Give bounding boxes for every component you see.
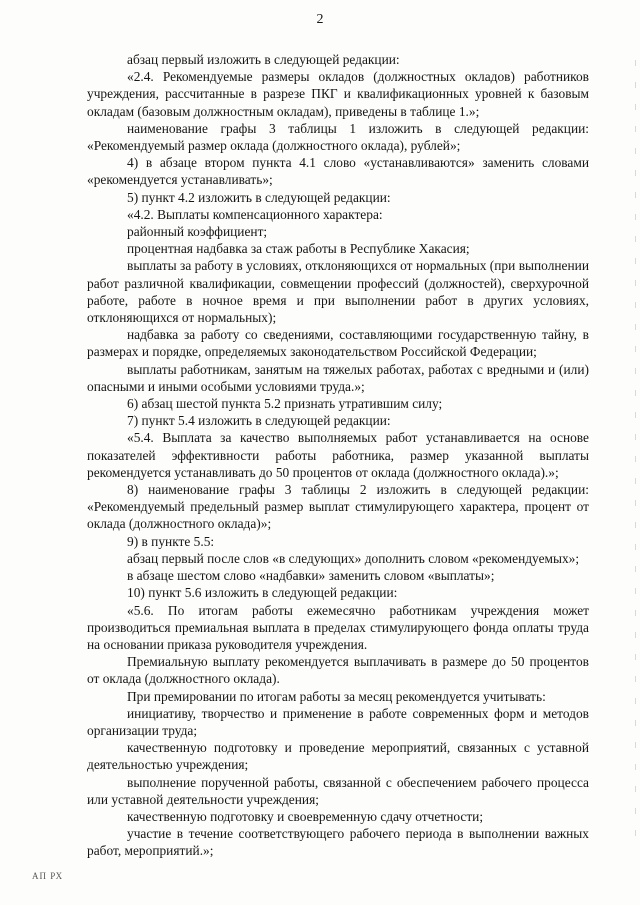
paragraph: 8) наименование графы 3 таблицы 2 изложить в следующей редакции: «Рекомендуемый предельный размер выплат стимулирующего характера, процент от оклада (должностного оклада)»;: [87, 482, 589, 532]
paragraph: 5) пункт 4.2 изложить в следующей редакции:: [127, 189, 391, 205]
paragraph: При премировании по итогам работы за месяц рекомендуется учитывать:: [127, 688, 546, 704]
paragraph: 6) абзац шестой пункта 5.2 признать утратившим силу;: [127, 396, 443, 412]
paragraph: 7) пункт 5.4 изложить в следующей редакции:: [127, 413, 391, 429]
paragraph: наименование графы 3 таблицы 1 изложить в следующей редакции: «Рекомендуемый размер оклада (должностного оклада), рублей»;: [87, 120, 589, 154]
scan-edge-artifact: [635, 60, 636, 840]
paragraph: 4) в абзаце втором пункта 4.1 слово «устанавливаются» заменить словами «рекомендуется устанавливать»;: [87, 155, 589, 188]
footer-mark: АП РХ: [32, 871, 64, 881]
paragraph: инициативу, творчество и применение в работе современных форм и методов организации труда;: [87, 705, 589, 738]
paragraph: 10) пункт 5.6 изложить в следующей редакции:: [127, 585, 398, 601]
paragraph: участие в течение соответствующего рабочего периода в выполнении важных работ, мероприятий.»;: [87, 826, 589, 859]
paragraph: «5.6. По итогам работы ежемесячно работникам учреждения может производиться премиальная выплата в пределах стимулирующего фонда оплаты труда на основании приказа руководителя учреждения.: [87, 602, 589, 652]
paragraph: абзац первый изложить в следующей редакции:: [127, 52, 400, 67]
paragraph: «4.2. Выплаты компенсационного характера:: [127, 206, 383, 222]
paragraph: выплаты работникам, занятым на тяжелых работах, работах с вредными и (или) опасными и иными особыми условиями труда.»;: [87, 361, 589, 394]
paragraph: качественную подготовку и своевременную сдачу отчетности;: [127, 808, 484, 824]
paragraph: районный коэффициент;: [127, 224, 268, 240]
document-body: [87, 51, 589, 860]
paragraph: качественную подготовку и проведение мероприятий, связанных с уставной деятельностью учреждения;: [87, 740, 589, 773]
paragraph: надбавка за работу со сведениями, составляющими государственную тайну, в размерах и порядке, определяемых законодательством Российской Федерации;: [87, 327, 589, 360]
paragraph: «5.4. Выплата за качество выполняемых работ устанавливается на основе показателей эффективности работы работника, размер указанной выплаты рекомендуется устанавливать до 50 процентов от оклада (должностного оклада).»;: [87, 430, 589, 480]
paragraph: абзац первый после слов «в следующих» дополнить словом «рекомендуемых»;: [127, 550, 580, 566]
paragraph: процентная надбавка за стаж работы в Республике Хакасия;: [127, 241, 470, 257]
paragraph: 9) в пункте 5.5:: [127, 533, 215, 549]
paragraph: выплаты за работу в условиях, отклоняющихся от нормальных (при выполнении работ различной квалификации, совмещении профессий (должностей), сверхурочной работе, работе в ночное время и при выполнении работ в других условиях, отклоняющихся от нормальных);: [87, 258, 589, 326]
page-number: 2: [316, 12, 324, 27]
paragraph: «2.4. Рекомендуемые размеры окладов (должностных окладов) работников учреждения, рассчитанные в разрезе ПКГ и квалификационных уровней к базовым окладам (базовым должностным окладам), приведены в таблице 1.»;: [87, 69, 589, 119]
paragraph: Премиальную выплату рекомендуется выплачивать в размере до 50 процентов от оклада (должностного оклада).: [87, 654, 589, 687]
paragraph: в абзаце шестом слово «надбавки» заменить словом «выплаты»;: [127, 568, 495, 584]
paragraph: выполнение порученной работы, связанной с обеспечением рабочего процесса или уставной деятельности учреждения;: [87, 774, 589, 807]
